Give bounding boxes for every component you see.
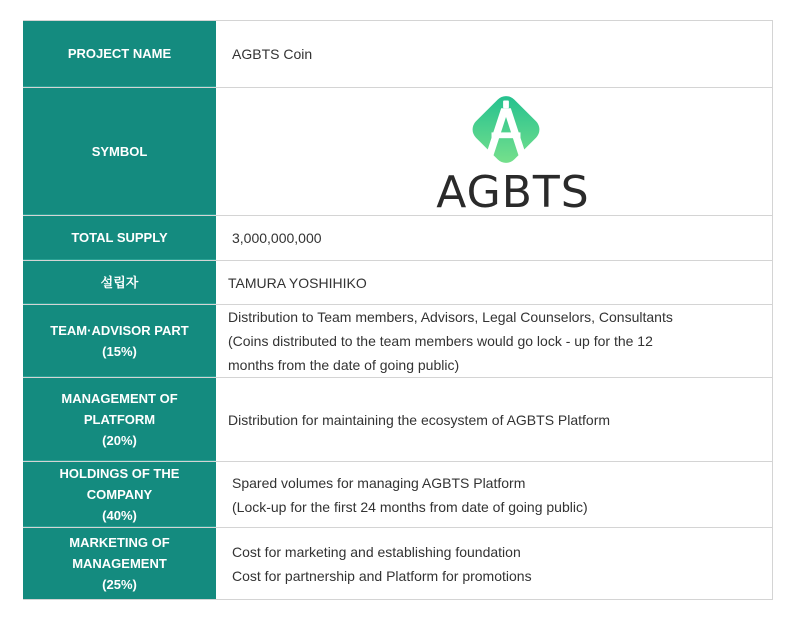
label-line: SYMBOL [91, 143, 148, 159]
symbol-logo [216, 88, 772, 218]
value-line: Distribution to Team members, Advisors, Legal Counselors, Consultants [228, 309, 673, 325]
value-line: AGBTS Coin [232, 46, 313, 62]
label-founder [23, 261, 216, 304]
label-line: (15%) [102, 343, 137, 359]
row-total-supply [23, 216, 772, 261]
label-line: PLATFORM [83, 411, 156, 427]
logo-wordmark: AGBTS [436, 167, 590, 218]
row-symbol [23, 88, 772, 216]
value-line: TAMURA YOSHIHIKO [228, 274, 367, 291]
value-holdings-company [216, 462, 772, 527]
value-line: Spared volumes for managing AGBTS Platform [232, 474, 526, 491]
label-management-platform [23, 378, 216, 461]
value-line: Distribution for maintaining the ecosystem of AGBTS Platform [228, 411, 611, 428]
label-holdings-company [23, 462, 216, 527]
value-founder [216, 261, 772, 304]
label-line: (25%) [102, 577, 137, 592]
value-line: 3,000,000,000 [232, 230, 322, 246]
value-line: (Lock-up for the first 24 months from date of going public) [232, 498, 588, 515]
label-line: (40%) [102, 507, 137, 523]
agbts-logo-icon [463, 88, 549, 171]
label-line: 설립자 [100, 274, 139, 290]
row-management-platform [23, 378, 772, 462]
label-symbol [23, 88, 216, 215]
row-founder [23, 261, 772, 305]
label-line: MANAGEMENT OF [61, 390, 178, 406]
label-team-advisor [23, 305, 216, 377]
label-line: MANAGEMENT [72, 556, 167, 571]
row-team-advisor [23, 305, 772, 378]
value-project-name [216, 21, 772, 87]
label-project-name [23, 21, 216, 87]
value-line: (Coins distributed to the team members would go lock - up for the 12 [228, 333, 653, 349]
label-line: COMPANY [86, 486, 153, 502]
value-management-platform [216, 378, 772, 461]
value-line: Cost for partnership and Platform for promotions [232, 567, 532, 584]
label-line: HOLDINGS OF THE [59, 465, 180, 481]
label-marketing-management [23, 528, 216, 599]
value-team-advisor [216, 305, 772, 377]
label-total-supply [23, 216, 216, 260]
label-line: (20%) [102, 432, 137, 448]
label-line: PROJECT NAME [67, 46, 172, 61]
value-line: Cost for marketing and establishing foundation [232, 543, 521, 560]
row-marketing-management [23, 528, 772, 599]
label-line: TOTAL SUPPLY [71, 230, 168, 245]
value-line: months from the date of going public) [228, 357, 460, 373]
row-project-name [23, 21, 772, 88]
value-marketing-management [216, 528, 772, 599]
label-line: TEAM·ADVISOR PART [50, 322, 189, 338]
label-line: MARKETING OF [69, 535, 170, 550]
row-holdings-company [23, 462, 772, 528]
info-table [23, 20, 773, 600]
value-total-supply [216, 216, 772, 260]
